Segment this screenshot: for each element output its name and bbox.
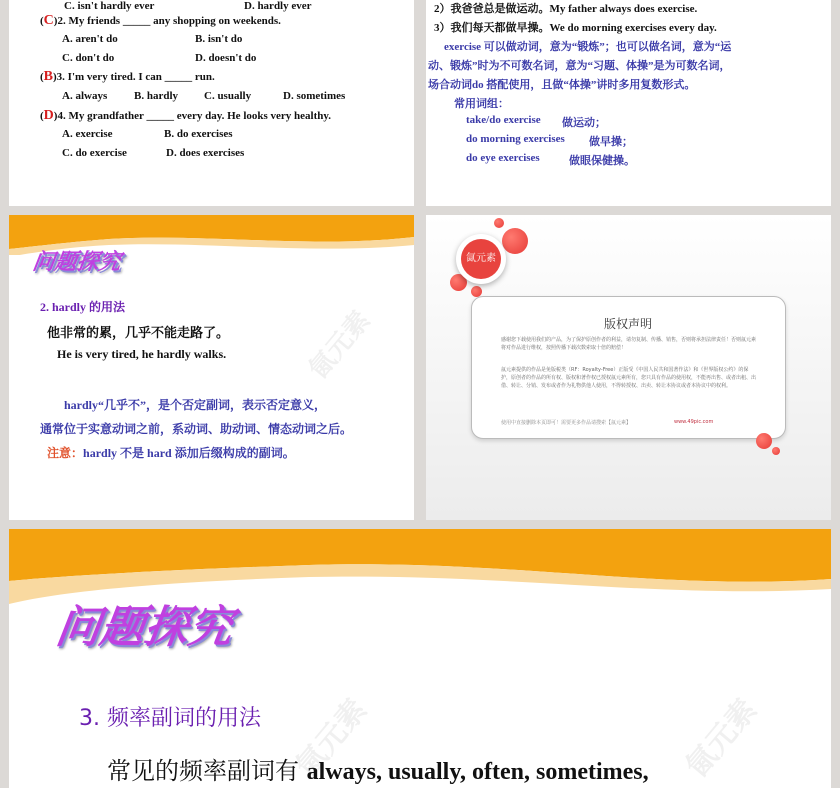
- option: D. hardly ever: [244, 0, 312, 12]
- site-link[interactable]: www.49pic.com: [674, 419, 714, 425]
- phrases-label: 常用词组：: [454, 98, 509, 110]
- brand-badge: 氤元素: [461, 239, 501, 279]
- answer: D: [43, 108, 54, 123]
- example-line: 2）我爸爸总是做运动。My father always does exercise.: [434, 3, 698, 15]
- phrase-zh: 做运动；: [562, 117, 606, 129]
- phrase-zh: 做眼保健操。: [569, 155, 635, 167]
- option: D. sometimes: [283, 90, 346, 102]
- slide-frequency-adverbs[interactable]: [9, 529, 831, 788]
- watermark: 氤元素: [303, 305, 377, 385]
- explain-line: 动、锻炼”时为不可数名词，意为“习题、体操”是为可数名词，: [428, 60, 731, 72]
- heading: 3. 频率副词的用法: [79, 706, 261, 731]
- option: A. aren't do: [62, 33, 118, 45]
- question-2: (C)2. My friends _____ any shopping on weekends.: [40, 13, 281, 28]
- phrase-zh: 做早操；: [589, 136, 633, 148]
- option: A. exercise: [62, 128, 113, 140]
- watermark: 氤元素: [679, 692, 765, 784]
- explain-line: hardly“几乎不”，是个否定副词，表示否定意义，: [64, 398, 327, 412]
- heading: 2. hardly 的用法: [40, 300, 126, 314]
- sentence-en: He is very tired, he hardly walks.: [57, 347, 227, 361]
- option: A. always: [62, 90, 108, 102]
- copyright-title: 版权声明: [604, 317, 653, 331]
- option: D. doesn't do: [195, 52, 257, 64]
- section-title: 问题探究: [52, 602, 236, 653]
- answer: C: [43, 13, 54, 28]
- slide-quiz[interactable]: [9, 0, 414, 206]
- explain-line: 场合动词do 搭配使用，且做“体操”讲时多用复数形式。: [428, 79, 696, 91]
- copyright-paragraph: 感谢您下载使用我们的产品，为了保护原创作者的利益，请勿复制、传播、销售，否则将承担法律责任！否则氤元素将对作品进行维权，按照传播下载次数索取十倍的赔偿！: [501, 337, 757, 351]
- slide-hardly[interactable]: [9, 215, 414, 520]
- phrase-en: take/do exercise: [466, 114, 541, 126]
- slide-copyright[interactable]: [426, 215, 831, 520]
- explain-line: exercise 可以做动词，意为“锻炼”；也可以做名词，意为“运: [444, 41, 732, 53]
- option: C. usually: [204, 90, 252, 102]
- sentence-zh: 他非常的累，几乎不能走路了。: [47, 325, 230, 340]
- example-line: 3）我们每天都做早操。We do morning exercises every day.: [434, 22, 717, 34]
- answer: B: [43, 69, 54, 84]
- option: B. do exercises: [164, 128, 233, 140]
- slide-exercise-notes[interactable]: [426, 0, 831, 206]
- question-3: (B)3. I'm very tired. I can _____ run.: [40, 69, 215, 84]
- note: 注意：hardly 不是 hard 添加后缀构成的副词。: [47, 446, 295, 460]
- phrase-en: do morning exercises: [466, 133, 565, 145]
- copyright-footer: 使用中直接删除本页即可！需要更多作品请搜索【氤元素】: [501, 420, 632, 426]
- copyright-paragraph: 氤元素提供的作品是免版税类（RF：Royalty-Free）正版受《中国人民共和国著作法》和《世界版权公约》的保护，原创者的作品的所有权、版权和著作权已授权氤元素所有，您只具有作品的使用权，不能再出售、或者出租、出借、转让、分销、发布或者作为礼物供他人使用，不得转授权、出卖、转让本协议或者本协议中的权利。: [501, 367, 757, 389]
- phrase-en: do eye exercises: [466, 152, 540, 164]
- option: C. do exercise: [62, 147, 127, 159]
- question-4: (D)4. My grandfather _____ every day. He looks very healthy.: [40, 108, 332, 123]
- explain-line: 通常位于实意动词之前，系动词、助动词、情态动词之后。: [40, 422, 353, 436]
- option: B. isn't do: [195, 33, 243, 45]
- option: C. don't do: [62, 52, 115, 64]
- body-line: 常见的频率副词有 always, usually, often, sometimes,: [107, 757, 649, 785]
- section-title: 问题探究: [30, 250, 123, 275]
- watermark: 氤元素: [289, 692, 375, 784]
- option: C. isn't hardly ever: [64, 0, 155, 12]
- option: D. does exercises: [166, 147, 245, 159]
- option: B. hardly: [134, 90, 179, 102]
